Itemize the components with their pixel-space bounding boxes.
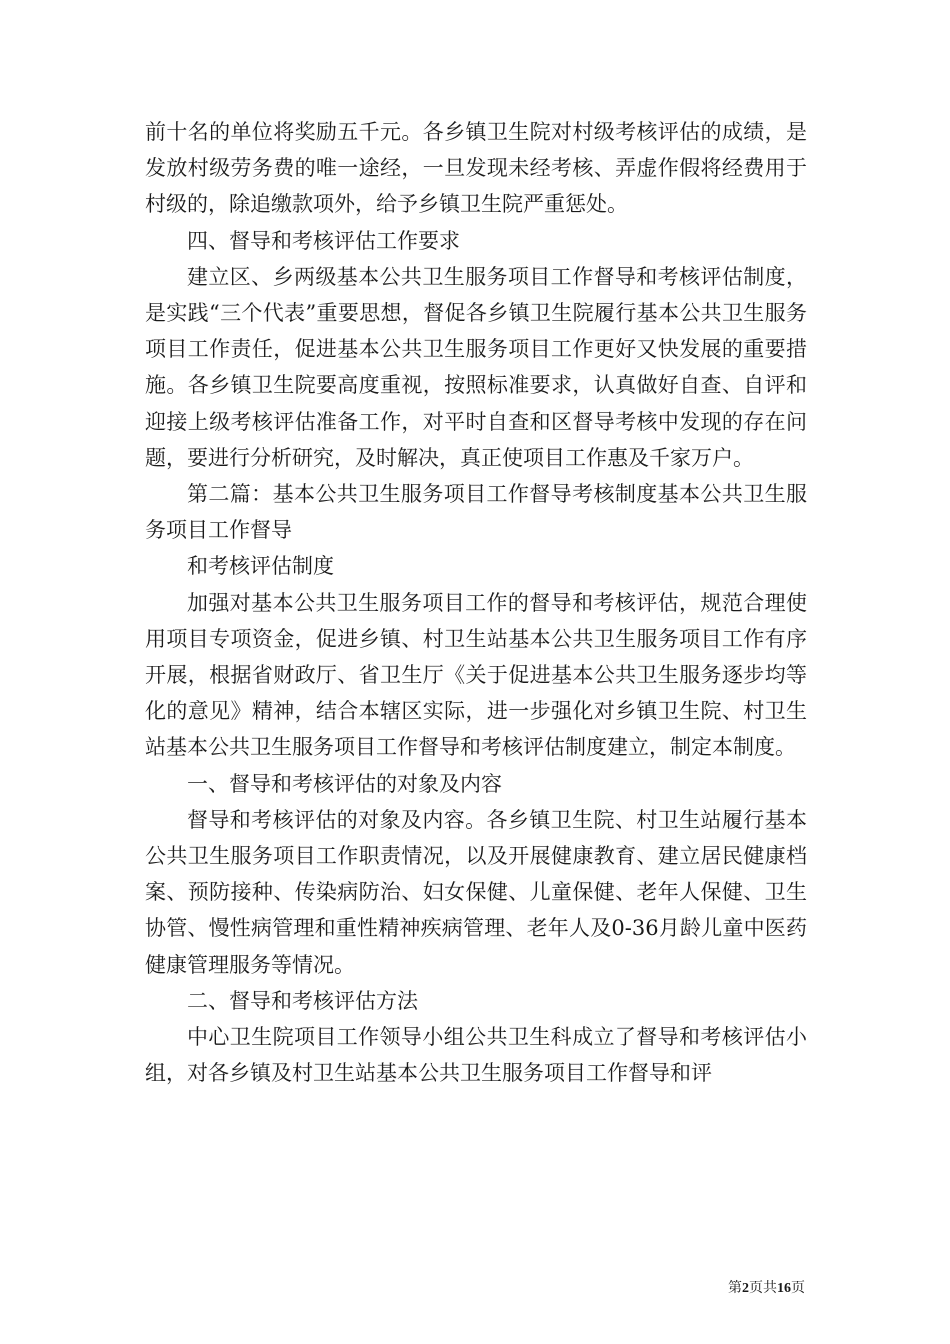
footer-prefix: 第 xyxy=(728,1280,742,1296)
paragraph: 督导和考核评估的对象及内容。各乡镇卫生院、村卫生站履行基本公共卫生服务项目工作职责情况，以及开展健康教育、建立居民健康档案、预防接种、传染病防治、妇女保健、儿童保健、老年人保健、卫生协管、慢性病管理和重性精神疾病管理、老年人及0-36月龄儿童中医药健康管理服务等情况。 xyxy=(145,807,807,977)
paragraph: 前十名的单位将奖励五千元。各乡镇卫生院对村级考核评估的成绩，是发放村级劳务费的唯一途经，一旦发现未经考核、弄虚作假将经费用于村级的，除追缴款项外，给予乡镇卫生院严重惩处。 xyxy=(145,120,807,217)
footer-middle: 页共 xyxy=(749,1280,777,1296)
document-body xyxy=(145,114,807,1091)
section-heading: 一、督导和考核评估的对象及内容 xyxy=(187,771,502,796)
paragraph: 加强对基本公共卫生服务项目工作的督导和考核评估，规范合理使用项目专项资金，促进乡镇、村卫生站基本公共卫生服务项目工作有序开展，根据省财政厅、省卫生厅《关于促进基本公共卫生服务逐步均等化的意见》精神，结合本辖区实际，进一步强化对乡镇卫生院、村卫生站基本公共卫生服务项目工作督导和考核评估制度建立，制定本制度。 xyxy=(145,590,807,760)
paragraph: 中心卫生院项目工作领导小组公共卫生科成立了督导和考核评估小组，对各乡镇及村卫生站基本公共卫生服务项目工作督导和评 xyxy=(145,1025,807,1086)
footer-suffix: 页 xyxy=(791,1280,805,1296)
section-heading: 四、督导和考核评估工作要求 xyxy=(187,228,460,253)
chapter-title-continued: 和考核评估制度 xyxy=(187,554,334,579)
paragraph: 建立区、乡两级基本公共卫生服务项目工作督导和考核评估制度，是实践“三个代表”重要思想，督促各乡镇卫生院履行基本公共卫生服务项目工作责任，促进基本公共卫生服务项目工作更好又快发展的重要措施。各乡镇卫生院要高度重视，按照标准要求，认真做好自查、自评和迎接上级考核评估准备工作，对平时自查和区督导考核中发现的存在问题，要进行分析研究，及时解决，真正使项目工作惠及千家万户。 xyxy=(145,264,807,470)
total-page-count: 16 xyxy=(777,1281,791,1296)
page-footer xyxy=(728,1279,805,1298)
current-page-number: 2 xyxy=(742,1281,749,1296)
section-heading: 二、督导和考核评估方法 xyxy=(187,988,418,1013)
chapter-title: 第二篇：基本公共卫生服务项目工作督导考核制度基本公共卫生服务项目工作督导 xyxy=(145,482,807,543)
